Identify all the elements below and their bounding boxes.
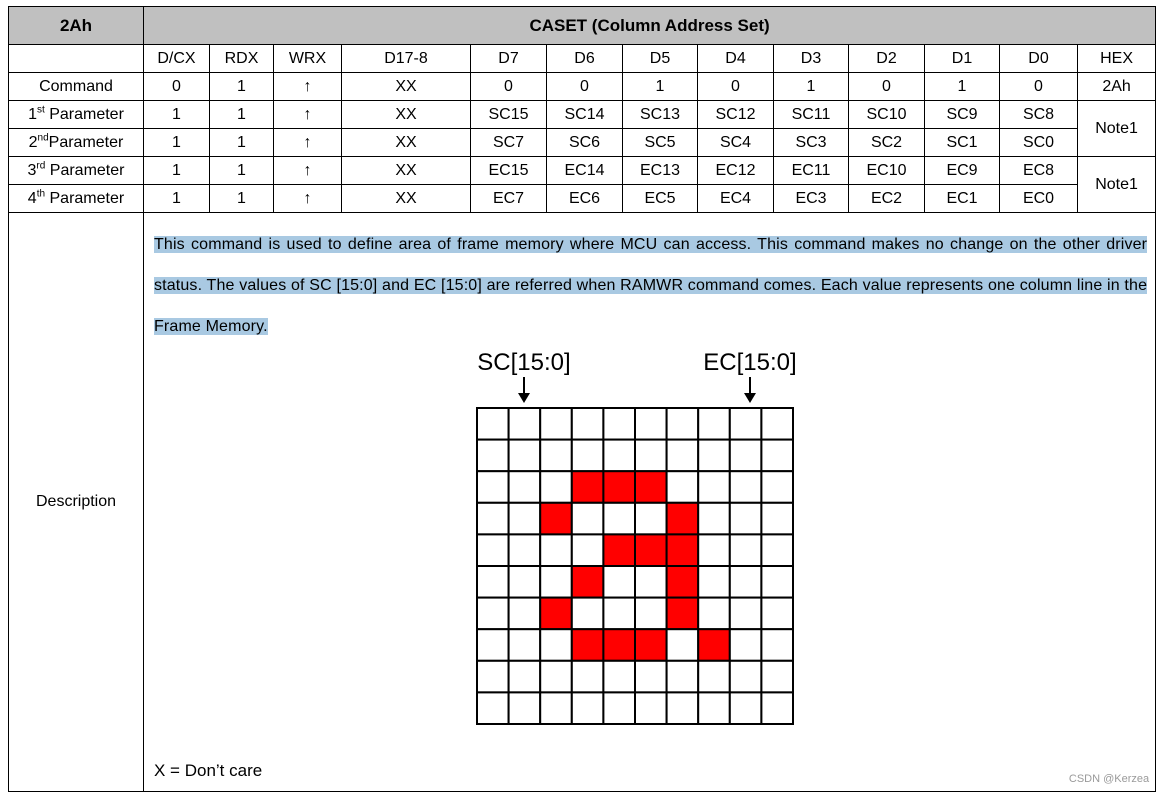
grid-cell [730, 661, 762, 693]
grid-cell [761, 408, 793, 440]
grid-cell [698, 566, 730, 598]
table-cell: EC7 [471, 185, 547, 213]
table-cell: 1 [210, 185, 274, 213]
grid-cell [603, 566, 635, 598]
table-cell: EC12 [698, 157, 774, 185]
grid-cell [540, 661, 572, 693]
table-cell: 1 [144, 185, 210, 213]
row-label: 4th Parameter [9, 185, 144, 213]
table-cell: 0 [471, 73, 547, 101]
hex-note-cell: Note1 [1078, 101, 1156, 157]
table-cell: EC6 [547, 185, 623, 213]
command-code: 2Ah [9, 7, 144, 45]
grid-cell [540, 629, 572, 661]
grid-cell [730, 408, 762, 440]
table-cell: SC10 [849, 101, 925, 129]
table-cell: SC0 [1000, 129, 1078, 157]
table-cell: SC1 [925, 129, 1000, 157]
table-cell: 1 [210, 101, 274, 129]
grid-cell [730, 566, 762, 598]
grid-cell [509, 661, 541, 693]
grid-cell [477, 408, 509, 440]
ec-arrow [744, 377, 756, 403]
grid-cell [572, 598, 604, 630]
table-cell: SC15 [471, 101, 547, 129]
grid-cell [698, 661, 730, 693]
col-header: D3 [774, 45, 849, 73]
table-cell: XX [342, 129, 471, 157]
grid-cell [730, 534, 762, 566]
grid-cell [667, 471, 699, 503]
grid-cell [635, 503, 667, 535]
grid-cell-filled [698, 629, 730, 661]
grid-cell-filled [603, 534, 635, 566]
command-title: CASET (Column Address Set) [144, 7, 1156, 45]
table-cell: EC3 [774, 185, 849, 213]
grid-cell [540, 440, 572, 472]
grid-cell [509, 503, 541, 535]
grid-cell [509, 408, 541, 440]
grid-cell [698, 408, 730, 440]
grid-cell-filled [572, 566, 604, 598]
table-cell: SC14 [547, 101, 623, 129]
table-cell: 0 [698, 73, 774, 101]
table-cell: EC0 [1000, 185, 1078, 213]
table-cell: SC13 [623, 101, 698, 129]
grid-cell [477, 566, 509, 598]
col-header: RDX [210, 45, 274, 73]
table-cell: 0 [1000, 73, 1078, 101]
table-cell: SC4 [698, 129, 774, 157]
table-cell: 0 [849, 73, 925, 101]
table-cell: EC11 [774, 157, 849, 185]
table-cell: 1 [144, 129, 210, 157]
col-header: HEX [1078, 45, 1156, 73]
table-header-row [9, 7, 1156, 45]
table-cell: SC2 [849, 129, 925, 157]
table-cell: XX [342, 157, 471, 185]
table-cell: 1 [210, 157, 274, 185]
grid-cell [603, 692, 635, 724]
table-cell: SC9 [925, 101, 1000, 129]
row-label: 2ndParameter [9, 129, 144, 157]
grid-cell [477, 661, 509, 693]
grid-cell [540, 566, 572, 598]
grid-cell [698, 534, 730, 566]
grid-cell [635, 440, 667, 472]
column-header-row [9, 45, 1156, 73]
table-cell: ↑ [274, 101, 342, 129]
grid-cell-filled [603, 471, 635, 503]
sc-label: SC[15:0] [477, 349, 571, 376]
col-header: D/CX [144, 45, 210, 73]
empty-corner-cell [9, 45, 144, 73]
grid-cell-filled [667, 566, 699, 598]
col-header: D2 [849, 45, 925, 73]
grid-cell [730, 471, 762, 503]
table-cell: SC7 [471, 129, 547, 157]
grid-cell [540, 692, 572, 724]
grid-cell [635, 566, 667, 598]
grid-cell [509, 440, 541, 472]
grid-cell [509, 629, 541, 661]
table-row [9, 73, 1156, 101]
grid-cell [509, 598, 541, 630]
table-cell: EC4 [698, 185, 774, 213]
grid-cell [477, 534, 509, 566]
table-cell: 1 [144, 157, 210, 185]
grid-cell [509, 566, 541, 598]
grid-cell [572, 440, 604, 472]
description-body [144, 213, 1156, 792]
table-row [9, 157, 1156, 185]
table-cell: EC5 [623, 185, 698, 213]
table-cell: EC10 [849, 157, 925, 185]
table-cell: SC6 [547, 129, 623, 157]
grid-cell [667, 408, 699, 440]
grid-cell [540, 471, 572, 503]
grid-cell [477, 598, 509, 630]
table-cell: 1 [774, 73, 849, 101]
table-cell: EC9 [925, 157, 1000, 185]
col-header: WRX [274, 45, 342, 73]
grid-cell [761, 692, 793, 724]
row-label: 1st Parameter [9, 101, 144, 129]
row-label: Command [9, 73, 144, 101]
grid-cell [540, 408, 572, 440]
table-cell: SC12 [698, 101, 774, 129]
grid-cell-filled [667, 534, 699, 566]
grid-cell [603, 408, 635, 440]
table-cell: 1 [210, 129, 274, 157]
table-cell: ↑ [274, 157, 342, 185]
grid-cell [509, 534, 541, 566]
table-cell: 1 [144, 101, 210, 129]
highlighted-description: This command is used to define area of frame memory where MCU can access. This command makes no change on the other driver status. The values of SC [15:0] and EC [15:0] are referred when RAMWR command comes. Each value represents one column line in the Frame Memory. [154, 236, 1148, 335]
grid-cell-filled [572, 629, 604, 661]
table-cell: XX [342, 73, 471, 101]
grid-cell [509, 471, 541, 503]
grid-cell [572, 692, 604, 724]
table-cell: 1 [210, 73, 274, 101]
grid-cell-filled [635, 471, 667, 503]
col-header: D17-8 [342, 45, 471, 73]
col-header: D4 [698, 45, 774, 73]
grid-cell [603, 503, 635, 535]
grid-cell [477, 440, 509, 472]
grid-cell [572, 408, 604, 440]
table-cell: EC13 [623, 157, 698, 185]
table-cell: SC3 [774, 129, 849, 157]
grid-cell [730, 598, 762, 630]
grid-cell [730, 440, 762, 472]
grid-cell-filled [603, 629, 635, 661]
grid-cell [730, 692, 762, 724]
grid-cell [635, 661, 667, 693]
grid-cell [572, 661, 604, 693]
table-row [9, 101, 1156, 129]
grid-cell [761, 629, 793, 661]
grid-cell [761, 566, 793, 598]
table-cell: ↑ [274, 185, 342, 213]
grid-cell [477, 503, 509, 535]
memory-grid [477, 408, 793, 724]
grid-cell [761, 471, 793, 503]
grid-cell [572, 534, 604, 566]
description-text [154, 224, 1147, 347]
frame-memory-diagram [474, 341, 814, 729]
grid-cell [698, 503, 730, 535]
col-header: D6 [547, 45, 623, 73]
table-cell: EC15 [471, 157, 547, 185]
table-cell: ↑ [274, 73, 342, 101]
table-cell: EC1 [925, 185, 1000, 213]
grid-cell [603, 661, 635, 693]
table-cell: ↑ [274, 129, 342, 157]
row-label: 3rd Parameter [9, 157, 144, 185]
grid-cell [667, 440, 699, 472]
table-cell: EC8 [1000, 157, 1078, 185]
register-table-frame [8, 6, 1155, 796]
grid-cell [730, 503, 762, 535]
grid-cell [540, 534, 572, 566]
watermark: CSDN @Kerzea [1068, 773, 1150, 785]
grid-cell [635, 692, 667, 724]
grid-cell-filled [667, 503, 699, 535]
grid-cell [667, 629, 699, 661]
grid-cell [635, 598, 667, 630]
ec-label: EC[15:0] [703, 349, 797, 376]
grid-cell-filled [635, 534, 667, 566]
grid-cell [761, 503, 793, 535]
description-label: Description [9, 213, 144, 792]
hex-note-cell: Note1 [1078, 157, 1156, 213]
table-cell: 0 [547, 73, 623, 101]
grid-cell [477, 692, 509, 724]
grid-cell [730, 629, 762, 661]
grid-cell-filled [540, 598, 572, 630]
grid-cell [572, 503, 604, 535]
sc-arrow [518, 377, 530, 403]
grid-cell [477, 629, 509, 661]
grid-cell [761, 534, 793, 566]
table-cell: SC8 [1000, 101, 1078, 129]
grid-cell-filled [572, 471, 604, 503]
grid-cell [761, 440, 793, 472]
col-header: D5 [623, 45, 698, 73]
dont-care-note: X = Don’t care [154, 761, 263, 780]
table-row [9, 185, 1156, 213]
grid-cell [761, 661, 793, 693]
table-cell: XX [342, 185, 471, 213]
table-row [9, 129, 1156, 157]
col-header: D0 [1000, 45, 1078, 73]
grid-cell [698, 692, 730, 724]
register-table [8, 6, 1156, 792]
grid-cell [761, 598, 793, 630]
col-header: D7 [471, 45, 547, 73]
grid-cell-filled [635, 629, 667, 661]
grid-cell [667, 692, 699, 724]
grid-cell [509, 692, 541, 724]
table-cell: XX [342, 101, 471, 129]
col-header: D1 [925, 45, 1000, 73]
table-cell: EC2 [849, 185, 925, 213]
description-row [9, 213, 1156, 792]
table-cell: EC14 [547, 157, 623, 185]
grid-cell [477, 471, 509, 503]
table-cell: SC5 [623, 129, 698, 157]
grid-cell-filled [540, 503, 572, 535]
grid-cell-filled [667, 598, 699, 630]
grid-cell [603, 440, 635, 472]
grid-cell [667, 661, 699, 693]
grid-cell [635, 408, 667, 440]
grid-cell [698, 471, 730, 503]
table-cell: 1 [925, 73, 1000, 101]
grid-cell [698, 440, 730, 472]
table-cell: 1 [623, 73, 698, 101]
grid-cell [603, 598, 635, 630]
hex-cell: 2Ah [1078, 73, 1156, 101]
grid-cell [698, 598, 730, 630]
table-cell: SC11 [774, 101, 849, 129]
table-cell: 0 [144, 73, 210, 101]
